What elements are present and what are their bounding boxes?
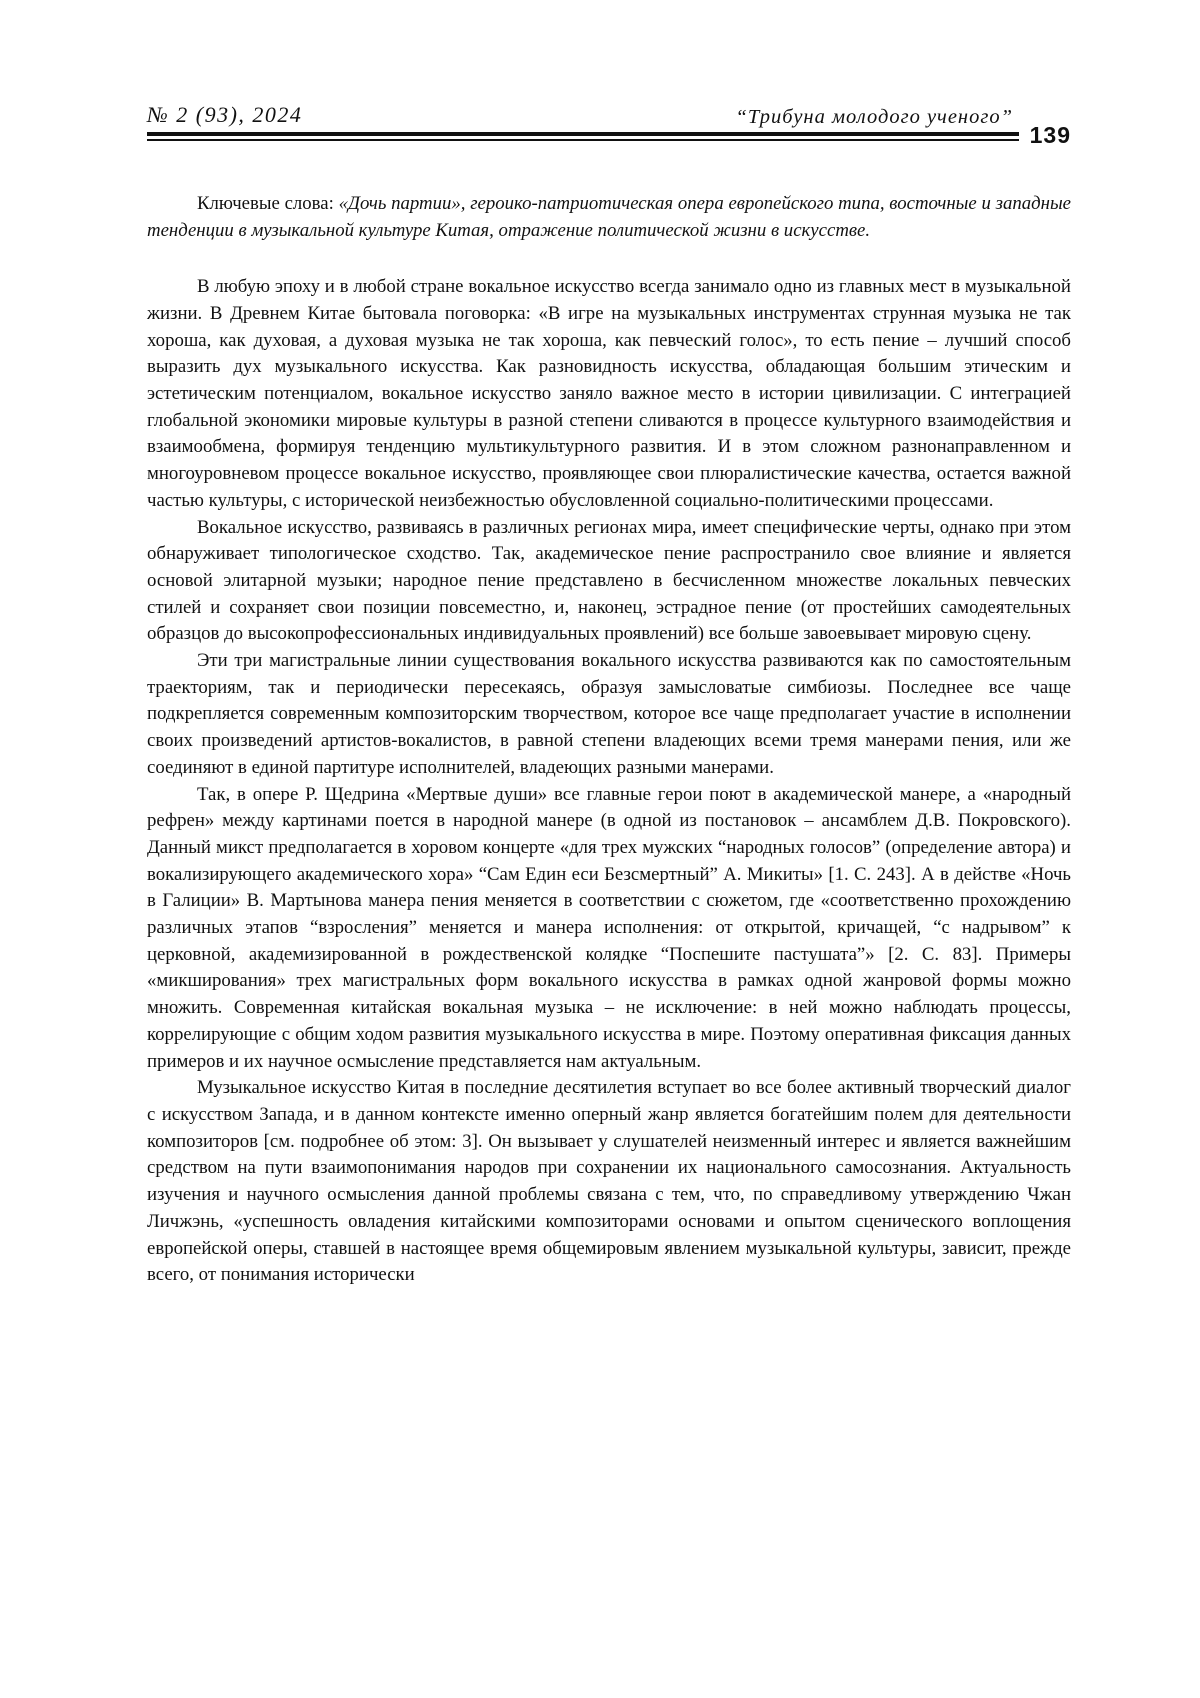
paragraph-2: Вокальное искусство, развиваясь в различных регионах мира, имеет специфические черты, однако при этом обнаруживает типологическое сходство. Так, академическое пение распространило свое влияние и является основой элитарной музыки; народное пение представлено в бесчисленном множестве локальных певческих стилей и сохраняет свои позиции повсеместно, и, наконец, эстрадное пение (от простейших самодеятельных образцов до высокопрофессиональных индивидуальных проявлений) все больше завоевывает мировую сцену. xyxy=(147,515,1071,649)
paragraph-3: Эти три магистральные линии существования вокального искусства развиваются как по самостоятельным траекториям, так и периодически пересекаясь, образуя замысловатые симбиозы. Последнее все чаще подкрепляется современным композиторским творчеством, которое все чаще предполагает участие в исполнении своих произведений артистов-вокалистов, в равной степени владеющих всеми тремя манерами пения, или же соединяют в единой партитуре исполнителей, владеющих разными манерами. xyxy=(147,648,1071,782)
section-spacer xyxy=(147,244,1071,274)
keywords-text: «Дочь партии», героико-патриотическая опера европейского типа, восточные и западные тенденции в музыкальной культуре Китая, отражение политической жизни в искусстве. xyxy=(147,193,1071,241)
article-body xyxy=(147,191,1071,1289)
journal-page xyxy=(0,0,1200,1698)
header-rule-thin xyxy=(147,139,1019,141)
page-number: 139 xyxy=(1030,122,1071,149)
paragraph-5: Музыкальное искусство Китая в последние десятилетия вступает во все более активный творческий диалог с искусством Запада, и в данном контексте именно оперный жанр является богатейшим полем для деятельности композиторов [см. подробнее об этом: 3]. Он вызывает у слушателей неизменный интерес и является важнейшим средством на пути взаимопонимания народов при сохранении их национального самосознания. Актуальность изучения и научного осмысления данной проблемы связана с тем, что, по справедливому утверждению Чжан Личжэнь, «успешность овладения китайскими композиторами основами и опытом сценического воплощения европейской оперы, ставшей в настоящее время общемировым явлением музыкальной культуры, зависит, прежде всего, от понимания исторически xyxy=(147,1075,1071,1289)
journal-title: “Трибуна молодого ученого” xyxy=(735,106,1013,129)
issue-number: № 2 (93), 2024 xyxy=(147,102,302,128)
header-rule-thick xyxy=(147,132,1019,136)
paragraph-4: Так, в опере Р. Щедрина «Мертвые души» все главные герои поют в академической манере, а «народный рефрен» между картинами поется в народной манере (в одной из постановок – ансамблем Д.В. Покровского). Данный микст предполагается в хоровом концерте «для трех мужских “народных голосов” (определение автора) и вокализирующего академического хора» “Сам Един еси Безсмертный” А. Микиты» [1. С. 243]. А в действе «Ночь в Галиции» В. Мартынова манера пения меняется в соответствии с сюжетом, где «соответственно прохождению различных этапов “взросления” меняется и манера исполнения: от открытой, кричащей, “с надрывом” к церковной, академизированной в рождественской колядке “Поспешите пастушата”» [2. С. 83]. Примеры «микширования» трех магистральных форм вокального искусства в рамках одной жанровой формы можно множить. Современная китайская вокальная музыка – не исключение: в ней можно наблюдать процессы, коррелирующие с общим ходом развития музыкального искусства в мире. Поэтому оперативная фиксация данных примеров и их научное осмысление представляется нам актуальным. xyxy=(147,782,1071,1076)
keywords-label: Ключевые слова: xyxy=(197,193,339,214)
running-header xyxy=(147,102,1071,154)
paragraph-1: В любую эпоху и в любой стране вокальное искусство всегда занимало одно из главных мест в музыкальной жизни. В Древнем Китае бытовала поговорка: «В игре на музыкальных инструментах струнная музыка не так хороша, как духовая, а духовая музыка не так хороша, как певческий голос», то есть пение – лучший способ выразить дух музыкального искусства. Как разновидность искусства, обладающая большим этическим и эстетическим потенциалом, вокальное искусство заняло важное место в истории цивилизации. С интеграцией глобальной экономики мировые культуры в разной степени сливаются в процессе культурного взаимодействия и взаимообмена, формируя тенденцию мультикультурного развития. И в этом сложном разнонаправленном и многоуровневом процессе вокальное искусство, проявляющее свои плюралистические качества, остается важной частью культуры, с исторической неизбежностью обусловленной социально-политическими процессами. xyxy=(147,274,1071,514)
keywords xyxy=(147,191,1071,244)
